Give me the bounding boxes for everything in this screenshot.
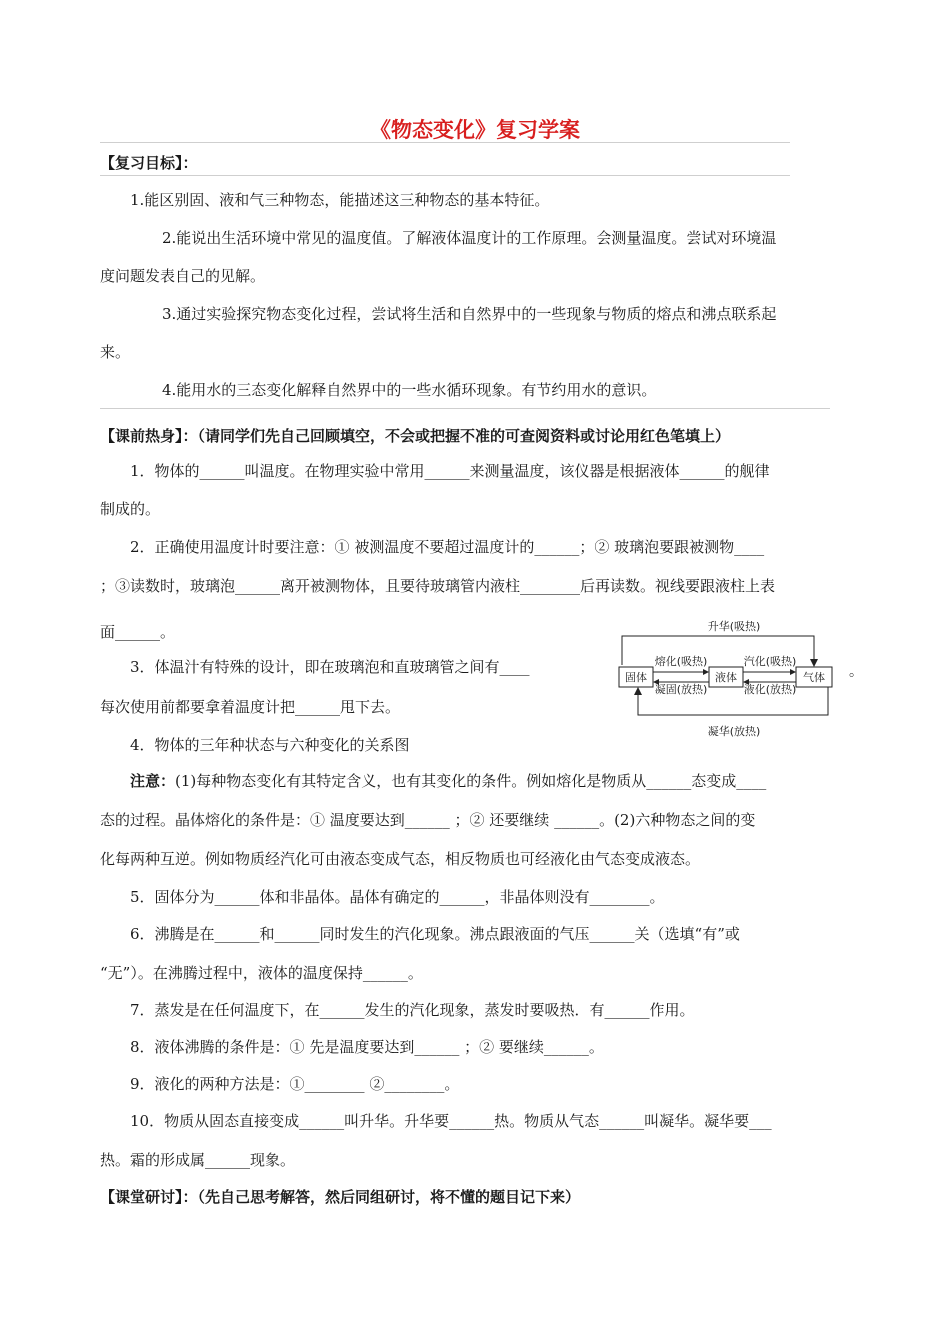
- label-liquid: 液体: [715, 671, 737, 684]
- warmup-line-3: 3．体温汁有特殊的设计，即在玻璃泡和直玻璃管之间有____: [130, 658, 530, 676]
- note-text: (1)每种物态变化有其特定含义，也有其变化的条件。例如熔化是物质从______态变成____: [175, 772, 767, 790]
- warmup-line-1-cont: 制成的。: [100, 500, 161, 518]
- section-heading-review-goals: 【复习目标】：: [100, 154, 198, 172]
- warmup-line-2: 2．正确使用温度计时要注意：① 被测温度不要超过温度计的______；② 玻璃泡要跟被测物____: [130, 538, 765, 556]
- page-title: 《物态变化》复习学案: [370, 118, 580, 142]
- warmup-line-5: 5．固体分为______体和非晶体。晶体有确定的______，非晶体则没有________。: [130, 888, 665, 906]
- label-solid: 固体: [625, 671, 647, 684]
- label-sublimation: 升华(吸热): [707, 620, 761, 633]
- sublimation-arrowhead: [810, 659, 818, 667]
- warmup-line-2-end: 面______。: [100, 623, 176, 641]
- warmup-line-10-cont: 热。霜的形成属______现象。: [100, 1151, 296, 1169]
- note-line-1: [130, 771, 766, 791]
- warmup-line-7: 7．蒸发是在任何温度下，在______发生的汽化现象，蒸发时要吸热．有______作用。: [130, 1001, 695, 1019]
- warmup-line-10: 10．物质从固态直接变成______叫升华。升华要______热。物质从气态______叫凝华。凝华要___: [130, 1112, 772, 1130]
- warmup-line-2-cont: ；③读数时，玻璃泡______离开被测物体，且要待玻璃管内液柱________后再读数。视线要跟液柱上表: [100, 577, 776, 595]
- label-freezing: 凝固(放热): [654, 683, 708, 696]
- label-deposition: 凝华(放热): [707, 725, 761, 738]
- goal-line-2: 2.能说出生活环境中常见的温度值。了解液体温度计的工作原理。会测量温度。尝试对环境温: [162, 229, 777, 247]
- divider: [100, 408, 830, 409]
- warmup-line-3-cont: 每次使用前都要拿着温度计把______甩下去。: [100, 698, 401, 716]
- label-condensation: 液化(放热): [743, 683, 797, 696]
- vaporization-arrowhead: [790, 669, 796, 675]
- goal-line-2-cont: 度问题发表自己的见解。: [100, 267, 266, 285]
- melting-arrowhead: [703, 669, 709, 675]
- state-change-diagram: [618, 617, 850, 741]
- warmup-line-4: 4．物体的三年种状态与六种变化的关系图: [130, 736, 410, 754]
- divider: [100, 175, 790, 176]
- warmup-line-6-cont: “无”）。在沸腾过程中，液体的温度保持______。: [100, 964, 423, 982]
- section-heading-warmup: 【课前热身】：（请同学们先自己回顾填空，不会或把握不准的可查阅资料或讨论用红色笔填上）: [100, 427, 731, 445]
- divider: [100, 142, 790, 143]
- warmup-line-6: 6．沸腾是在______和______同时发生的汽化现象。沸点跟液面的气压______关（选填“有”或: [130, 925, 740, 943]
- warmup-line-8: 8．液体沸腾的条件是：① 先是温度要达到______ ；② 要继续______。: [130, 1038, 604, 1056]
- section-heading-class-discussion: 【课堂研讨】：（先自己思考解答，然后同组研讨，将不懂的题目记下来）: [100, 1188, 581, 1206]
- label-gas: 气体: [803, 671, 825, 684]
- goal-line-3: 3.通过实验探究物态变化过程，尝试将生活和自然界中的一些现象与物质的熔点和沸点联系起: [162, 305, 777, 323]
- label-melting: 熔化(吸热): [654, 655, 708, 668]
- warmup-line-9: 9．液化的两种方法是：①________ ②________。: [130, 1075, 460, 1093]
- deposition-arrowhead: [634, 687, 642, 695]
- goal-line-1: 1.能区别固、液和气三种物态，能描述这三种物态的基本特征。: [130, 191, 550, 209]
- label-vaporization: 汽化(吸热): [743, 655, 797, 668]
- goal-line-3-cont: 来。: [100, 343, 131, 361]
- trailing-period: 。: [849, 664, 863, 680]
- warmup-line-1: 1．物体的______叫温度。在物理实验中常用______来测量温度，该仪器是根据液体______的舰律: [130, 462, 770, 480]
- note-line-2: 态的过程。晶体熔化的条件是：① 温度要达到______ ；② 还要继续 ______。(2)六种物态之间的变: [100, 811, 756, 829]
- note-label: 注意：: [130, 772, 176, 790]
- goal-line-4: 4.能用水的三态变化解释自然界中的一些水循环现象。有节约用水的意识。: [162, 381, 657, 399]
- note-line-3: 化每两种互逆。例如物质经汽化可由液态变成气态，相反物质也可经液化由气态变成液态。: [100, 850, 701, 868]
